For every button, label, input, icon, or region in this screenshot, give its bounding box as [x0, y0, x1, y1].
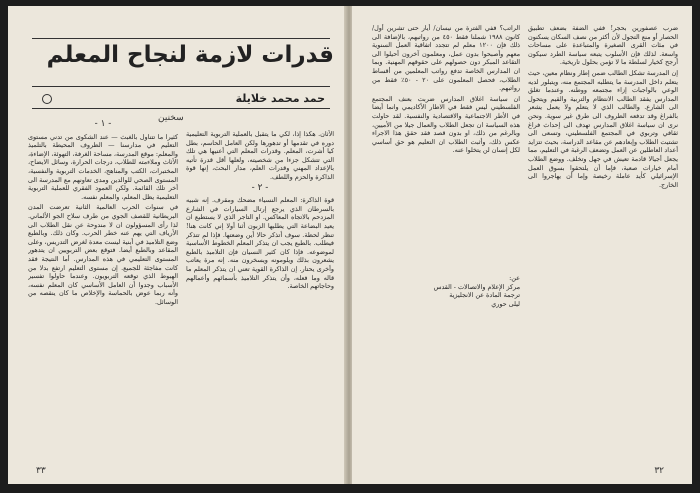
- source-line: مركز الإعلام والاتصالات - القدس: [433, 282, 520, 291]
- paragraph: قوة الذاكرة: المعلم النسياء مضحك ومقرف. إنه شبيه بالسرطان الذي يرجع إرتال السيارات في الشارع المزدحم بالاتجاه المعاكس. او التاجر الذي لا يستطيع ان يعيد البضاعة التي يطلبها الزبون أثنا أولا إني كانت هنا! تنظر لحظة. سوف أتذكر حالا أين وضعتها. فإذا لم تتذكر فيطلب. بالطبع يجب ان يتذكر المعلم الخطوط الأساسية لموضوعه. فإذا كان كثير النسيان فإن التلاميذ بالطبع يشعرون بذلك ويلومونه ويسخرون منه. إنه مرة يعاتب وأخرى يحتار. إن الذاكرة القوية تعني ان يتذكر المعلم ما قاله وما فعله، وأن يتذكر التلاميذ بأسمائهم وأعمالهم وحاجاتهم الخاصة.: [186, 196, 334, 291]
- right-page: [352, 6, 692, 484]
- right-page-left-column: [372, 24, 520, 270]
- title-rule-top: [32, 38, 330, 39]
- source-line: عن:: [509, 274, 520, 282]
- right-page-right-column: [528, 24, 678, 450]
- page-number: ٣٣: [36, 466, 46, 476]
- source-credit: [372, 274, 520, 308]
- source-line: ترجمة المادة عن الانجليزية: [449, 291, 520, 300]
- paragraph: الراتب؟ ففي الفترة من نيسان/ أيار حتى تشرين أول/ كانون ١٩٨٨ شملنا فقط ٤٥٠ من رواتبهم، بالإضافة الى ذلك فإن ١٢٠٠ معلم لم تتجدد اتفاقية العمل السنوية معهم وأصبحوا بدون عمل، ومعلمون آخرون أحيلوا الى التقاعد المبكر دون حصولهم على حقوقهم المهنية. وبما ان المدارس الخاصة تدفع رواتب المعلمين من أقساط الطلاب، فحصل المعلمون على ٢٠ - ٥٠٪ فقط من رواتبهم.: [372, 24, 520, 93]
- author-rule: [32, 108, 330, 109]
- article-title: قدرات لازمة لنجاح المعلم: [46, 42, 334, 68]
- paragraph: ان سياسة اغلاق المدارس ضربت بعنف المجتمع الفلسطيني ليس فقط في الاطار الأكاديمي وانما أيضا في الأطر الاجتماعية والاقتصادية والنفسية. لقد حاولت هذه السياسة ان تجعل الطلاب والعمال جيلا من الأميين، وبالرغم من ذلك، او بدون قصد فقد حقق هذا الاجراء عكس ذلك، وأثبت الطلاب ان التعليم هو حق أساسي لكل إنسان لن يتخلوا عنه.: [372, 94, 520, 155]
- paragraph: الأثان. هكذا إذا، لكي ما يتقبل بالعملية التربوية التعليمية دوره في تقدمها أو تدهورها ولكن العامل الحاسم، بطل كيا أشرت، المعلم. وقدرات المعلم التي أعنيها هي تلك التي تتشكل جزءا من شخصيته، ولعلها أقل قدرة تأتيه بالإعداد المهني وقدرات العلم، مدار البحث، إنها قوة الذاكرة والحزم واللطف.: [186, 130, 334, 181]
- paragraph: كثيرا ما تتناول بالغبث — عند الشكوى من تدني مستوى التعليم في مدارسنا — الظروف المحيطة بالتلميذ والمعلم: موقع المدرسة، مساحة الغرفة، التهوئة، الإضاءة، الأثاث وملاءمته للطلاب، درجات الحرارة، وسائل الايضاح، المختبرات، الكتب والمناهج، الخدمات التربوية والنفسية، المستوى الصحي للوالدين ومدى تعاونهم مع المدرسة الى أخر تلك القائمة. ولكن العمود الفقري للعملية التربوية التعليمية يظل المعلم، والمعلم نفسه.: [28, 132, 178, 201]
- paragraph: إن المدرسة تشكل الطالب ضمن إطار ونظام معين، حيث يتعلم داخل المدرسة ما يتطلبه المجتمع منه، ويتبلور لديه الوعي بالواجبات إزاء مجتمعه ووطنه. وعندما تغلق المدارس يفقد الطالب الانتظام والتربية والقيم ويتحول الى الشارع. والطالب الذي لا يتعلم ولا يعمل يشعر بالفراغ وقد تدفعه الظروف الى طرق غير سوية. ونحن نرى ان سياسة اغلاق المدارس تهدف الى إحداث فراغ ثقافي وتربوي في المجتمع الفلسطيني، وتسعى الى تشتيت الطلاب وإبعادهم عن مقاعد الدراسة، بحيث تتزايد أعداد العاطلين عن العمل وتضعف الرغبة في التعليم، مما يجعل أجيالا قادمة تعيش في جهل وتخلف. ووضع الطلاب أمام خيارات صعبة، فإما أن يلتحقوا بسوق العمل الإسرائيلي كأيد عاملة رخيصة وإما أن يهاجروا الى الخارج.: [528, 68, 678, 189]
- author-name: حمد محمد خلايلة: [235, 92, 325, 105]
- author-location: سخنين: [158, 113, 184, 123]
- left-page-left-column: [28, 118, 178, 452]
- paragraph: ضرب عصفورين بحجر! ففي الضفة بضعف تطبيق الحصار أو منع التجول لأن أكثر من نصف السكان يسكنون في مئات القرى الصغيرة والمتباعدة على مساحات واسعة. لذلك فإن الأسلوب يتبعه سياسة الطرد سيكون أرجح كخيار لسلطة ما لا تؤمن بحلول تاريخية.: [528, 24, 678, 67]
- left-page-right-column: [186, 130, 334, 452]
- section-number: - ١ -: [94, 119, 112, 129]
- left-page: [8, 6, 346, 484]
- page-number: ٣٢: [654, 466, 664, 476]
- circle-bullet-icon: [42, 94, 52, 104]
- paragraph: في سنوات الحرب العالمية الثانية تعرضت المدن البريطانية للقصف الجوي من طرف سلاح الجو الألماني. لذا رأى المسؤولون ان لا مندوحة عن نقل الطلاب الى الأرياف التي يهم عنه خطر الحرب. وكان ذلك. وبالطبع وضع التلاميذ في أبنية ليست معدة لغرض التدريس، وعلى المقاعد وبالطبع أيضا. فتوقع بعض التربويين ان يتدهور المستوى التعليمي في هذه المدارس. أما النتيجة فقد كانت مفاجئة للجميع. إن مستوى التعليم ارتفع بدلا من الهبوط الذي توقعه التربويون. وعندما حاولوا تفسير الأسباب وجدوا أن العامل الأساسي كان المعلم نفسه، وأنه ربما عوض بالحماسة والإخلاص ما كان ينقصه من الوسائل.: [28, 203, 178, 306]
- title-rule-bottom: [32, 86, 330, 87]
- source-line: ليلى حوري: [491, 299, 520, 308]
- section-number: - ٢ -: [251, 182, 269, 193]
